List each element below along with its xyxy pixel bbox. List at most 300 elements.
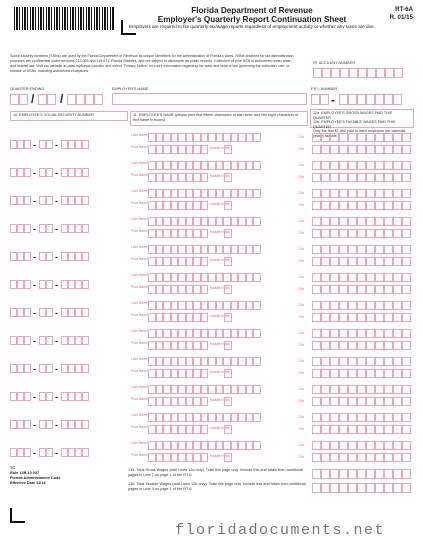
taxable-wages-digit-box[interactable] (330, 257, 339, 266)
gross-wages-digit-box[interactable] (366, 161, 375, 170)
gross-wages-digit-box[interactable] (348, 301, 357, 310)
total-gross-digit-box[interactable] (393, 469, 402, 479)
gross-wages-digit-box[interactable] (330, 441, 339, 450)
ssn-digit-box[interactable] (61, 336, 68, 345)
last-name-char-box[interactable] (223, 273, 231, 282)
total-taxable-digit-box[interactable] (339, 483, 348, 493)
ssn-digit-box[interactable] (68, 196, 75, 205)
total-taxable-digit-box[interactable] (402, 483, 411, 493)
taxable-wages-digit-box[interactable] (375, 145, 384, 154)
gross-wages-digit-box[interactable] (339, 413, 348, 422)
last-name-char-box[interactable] (171, 189, 179, 198)
last-name-char-box[interactable] (238, 301, 246, 310)
last-name-char-box[interactable] (216, 441, 224, 450)
taxable-wages-digit-box[interactable] (348, 229, 357, 238)
taxable-wages-digit-box[interactable] (402, 257, 411, 266)
last-name-char-box[interactable] (156, 301, 164, 310)
gross-wages-digit-box[interactable] (402, 413, 411, 422)
taxable-wages-digit-box[interactable] (384, 229, 393, 238)
first-name-char-box[interactable] (186, 369, 194, 378)
first-name-char-box[interactable] (163, 173, 171, 182)
ssn-digit-box[interactable] (39, 364, 46, 373)
gross-wages-digit-box[interactable] (321, 413, 330, 422)
first-name-char-box[interactable] (171, 313, 179, 322)
last-name-char-box[interactable] (148, 245, 156, 254)
first-name-char-box[interactable] (148, 145, 156, 154)
ssn-digit-box[interactable] (75, 336, 82, 345)
first-name-char-box[interactable] (163, 369, 171, 378)
last-name-char-box[interactable] (231, 133, 239, 142)
taxable-wages-digit-box[interactable] (348, 341, 357, 350)
last-name-char-box[interactable] (148, 413, 156, 422)
taxable-wages-digit-box[interactable] (339, 201, 348, 210)
taxable-wages-digit-box[interactable] (330, 453, 339, 462)
last-name-char-box[interactable] (208, 329, 216, 338)
taxable-wages-digit-box[interactable] (384, 257, 393, 266)
gross-wages-digit-box[interactable] (402, 357, 411, 366)
last-name-char-box[interactable] (223, 217, 231, 226)
taxable-wages-digit-box[interactable] (366, 173, 375, 182)
last-name-char-box[interactable] (171, 217, 179, 226)
ssn-digit-box[interactable] (17, 140, 24, 149)
taxable-wages-digit-box[interactable] (357, 369, 366, 378)
taxable-wages-digit-box[interactable] (384, 201, 393, 210)
last-name-char-box[interactable] (216, 413, 224, 422)
last-name-char-box[interactable] (193, 413, 201, 422)
last-name-char-box[interactable] (171, 161, 179, 170)
quarter-year-box[interactable] (94, 94, 103, 105)
last-name-char-box[interactable] (231, 301, 239, 310)
taxable-wages-digit-box[interactable] (339, 453, 348, 462)
taxable-wages-digit-box[interactable] (339, 145, 348, 154)
taxable-wages-digit-box[interactable] (357, 397, 366, 406)
first-name-char-box[interactable] (201, 285, 209, 294)
last-name-char-box[interactable] (216, 329, 224, 338)
total-gross-digit-box[interactable] (402, 469, 411, 479)
total-taxable-digit-box[interactable] (384, 483, 393, 493)
last-name-char-box[interactable] (238, 273, 246, 282)
taxable-wages-digit-box[interactable] (339, 173, 348, 182)
last-name-char-box[interactable] (208, 217, 216, 226)
last-name-char-box[interactable] (178, 133, 186, 142)
first-name-char-box[interactable] (163, 229, 171, 238)
taxable-wages-digit-box[interactable] (384, 369, 393, 378)
ssn-digit-box[interactable] (10, 280, 17, 289)
taxable-wages-digit-box[interactable] (393, 145, 402, 154)
gross-wages-digit-box[interactable] (330, 385, 339, 394)
first-name-char-box[interactable] (193, 145, 201, 154)
fein-digit-box[interactable] (384, 94, 393, 105)
last-name-char-box[interactable] (201, 357, 209, 366)
first-name-char-box[interactable] (156, 173, 164, 182)
gross-wages-digit-box[interactable] (312, 441, 321, 450)
first-name-char-box[interactable] (178, 425, 186, 434)
ssn-digit-box[interactable] (39, 252, 46, 261)
total-gross-digit-box[interactable] (312, 469, 321, 479)
gross-wages-digit-box[interactable] (384, 189, 393, 198)
gross-wages-digit-box[interactable] (321, 301, 330, 310)
last-name-char-box[interactable] (223, 301, 231, 310)
last-name-char-box[interactable] (171, 329, 179, 338)
taxable-wages-digit-box[interactable] (357, 201, 366, 210)
ssn-digit-box[interactable] (10, 140, 17, 149)
gross-wages-digit-box[interactable] (402, 301, 411, 310)
gross-wages-digit-box[interactable] (312, 161, 321, 170)
last-name-char-box[interactable] (156, 413, 164, 422)
gross-wages-digit-box[interactable] (384, 357, 393, 366)
ssn-digit-box[interactable] (17, 252, 24, 261)
taxable-wages-digit-box[interactable] (357, 285, 366, 294)
last-name-char-box[interactable] (238, 161, 246, 170)
gross-wages-digit-box[interactable] (348, 329, 357, 338)
ssn-digit-box[interactable] (75, 252, 82, 261)
taxable-wages-digit-box[interactable] (312, 313, 321, 322)
taxable-wages-digit-box[interactable] (366, 257, 375, 266)
last-name-char-box[interactable] (178, 301, 186, 310)
total-taxable-digit-box[interactable] (321, 483, 330, 493)
middle-initial-box[interactable] (224, 425, 232, 434)
first-name-char-box[interactable] (201, 257, 209, 266)
gross-wages-digit-box[interactable] (330, 413, 339, 422)
last-name-char-box[interactable] (223, 189, 231, 198)
last-name-char-box[interactable] (193, 329, 201, 338)
last-name-char-box[interactable] (193, 357, 201, 366)
last-name-char-box[interactable] (238, 133, 246, 142)
ssn-digit-box[interactable] (82, 336, 89, 345)
last-name-char-box[interactable] (238, 329, 246, 338)
gross-wages-digit-box[interactable] (330, 357, 339, 366)
ssn-digit-box[interactable] (68, 308, 75, 317)
last-name-char-box[interactable] (231, 161, 239, 170)
last-name-char-box[interactable] (171, 441, 179, 450)
gross-wages-digit-box[interactable] (375, 329, 384, 338)
ssn-digit-box[interactable] (82, 224, 89, 233)
gross-wages-digit-box[interactable] (393, 217, 402, 226)
first-name-char-box[interactable] (178, 453, 186, 462)
taxable-wages-digit-box[interactable] (348, 201, 357, 210)
last-name-char-box[interactable] (246, 273, 254, 282)
taxable-wages-digit-box[interactable] (312, 257, 321, 266)
gross-wages-digit-box[interactable] (321, 441, 330, 450)
taxable-wages-digit-box[interactable] (384, 453, 393, 462)
middle-initial-box[interactable] (224, 257, 232, 266)
first-name-char-box[interactable] (201, 369, 209, 378)
last-name-char-box[interactable] (171, 413, 179, 422)
first-name-char-box[interactable] (171, 453, 179, 462)
first-name-char-box[interactable] (193, 201, 201, 210)
middle-initial-box[interactable] (224, 313, 232, 322)
last-name-char-box[interactable] (238, 385, 246, 394)
taxable-wages-digit-box[interactable] (348, 425, 357, 434)
last-name-char-box[interactable] (148, 357, 156, 366)
last-name-char-box[interactable] (156, 441, 164, 450)
ssn-digit-box[interactable] (39, 168, 46, 177)
taxable-wages-digit-box[interactable] (321, 257, 330, 266)
last-name-char-box[interactable] (148, 385, 156, 394)
rt-account-digit-box[interactable] (394, 68, 403, 78)
last-name-char-box[interactable] (201, 441, 209, 450)
last-name-char-box[interactable] (156, 189, 164, 198)
last-name-char-box[interactable] (246, 357, 254, 366)
taxable-wages-digit-box[interactable] (339, 285, 348, 294)
gross-wages-digit-box[interactable] (366, 357, 375, 366)
taxable-wages-digit-box[interactable] (402, 425, 411, 434)
taxable-wages-digit-box[interactable] (321, 453, 330, 462)
gross-wages-digit-box[interactable] (330, 245, 339, 254)
taxable-wages-digit-box[interactable] (321, 229, 330, 238)
last-name-char-box[interactable] (231, 357, 239, 366)
ssn-digit-box[interactable] (10, 392, 17, 401)
gross-wages-digit-box[interactable] (366, 413, 375, 422)
ssn-digit-box[interactable] (75, 448, 82, 457)
taxable-wages-digit-box[interactable] (393, 369, 402, 378)
rt-account-digit-box[interactable] (358, 68, 367, 78)
first-name-char-box[interactable] (148, 341, 156, 350)
taxable-wages-digit-box[interactable] (384, 397, 393, 406)
total-gross-digit-box[interactable] (384, 469, 393, 479)
first-name-char-box[interactable] (148, 453, 156, 462)
last-name-char-box[interactable] (216, 217, 224, 226)
first-name-char-box[interactable] (193, 173, 201, 182)
last-name-char-box[interactable] (193, 217, 201, 226)
gross-wages-digit-box[interactable] (393, 329, 402, 338)
taxable-wages-digit-box[interactable] (312, 369, 321, 378)
middle-initial-box[interactable] (224, 453, 232, 462)
taxable-wages-digit-box[interactable] (348, 369, 357, 378)
taxable-wages-digit-box[interactable] (330, 285, 339, 294)
ssn-digit-box[interactable] (68, 448, 75, 457)
last-name-char-box[interactable] (178, 189, 186, 198)
first-name-char-box[interactable] (148, 285, 156, 294)
middle-initial-box[interactable] (224, 173, 232, 182)
gross-wages-digit-box[interactable] (348, 441, 357, 450)
gross-wages-digit-box[interactable] (321, 357, 330, 366)
ssn-digit-box[interactable] (46, 168, 53, 177)
first-name-char-box[interactable] (171, 369, 179, 378)
last-name-char-box[interactable] (193, 273, 201, 282)
ssn-digit-box[interactable] (61, 420, 68, 429)
last-name-char-box[interactable] (223, 245, 231, 254)
gross-wages-digit-box[interactable] (393, 413, 402, 422)
first-name-char-box[interactable] (201, 313, 209, 322)
ssn-digit-box[interactable] (46, 140, 53, 149)
first-name-char-box[interactable] (201, 425, 209, 434)
gross-wages-digit-box[interactable] (348, 273, 357, 282)
ssn-digit-box[interactable] (17, 280, 24, 289)
last-name-char-box[interactable] (171, 385, 179, 394)
last-name-char-box[interactable] (231, 329, 239, 338)
ssn-digit-box[interactable] (82, 280, 89, 289)
ssn-digit-box[interactable] (46, 252, 53, 261)
last-name-char-box[interactable] (156, 245, 164, 254)
first-name-char-box[interactable] (171, 257, 179, 266)
taxable-wages-digit-box[interactable] (375, 257, 384, 266)
last-name-char-box[interactable] (186, 385, 194, 394)
gross-wages-digit-box[interactable] (357, 301, 366, 310)
last-name-char-box[interactable] (163, 357, 171, 366)
taxable-wages-digit-box[interactable] (366, 453, 375, 462)
gross-wages-digit-box[interactable] (393, 385, 402, 394)
last-name-char-box[interactable] (216, 357, 224, 366)
taxable-wages-digit-box[interactable] (348, 257, 357, 266)
rt-account-digit-box[interactable] (367, 68, 376, 78)
gross-wages-digit-box[interactable] (375, 385, 384, 394)
last-name-char-box[interactable] (186, 273, 194, 282)
last-name-char-box[interactable] (193, 441, 201, 450)
last-name-char-box[interactable] (186, 301, 194, 310)
gross-wages-digit-box[interactable] (366, 329, 375, 338)
last-name-char-box[interactable] (171, 357, 179, 366)
ssn-digit-box[interactable] (82, 420, 89, 429)
gross-wages-digit-box[interactable] (339, 245, 348, 254)
taxable-wages-digit-box[interactable] (339, 229, 348, 238)
last-name-char-box[interactable] (216, 161, 224, 170)
gross-wages-digit-box[interactable] (321, 189, 330, 198)
gross-wages-digit-box[interactable] (357, 441, 366, 450)
taxable-wages-digit-box[interactable] (375, 341, 384, 350)
quarter-year-box[interactable] (85, 94, 94, 105)
ssn-digit-box[interactable] (68, 224, 75, 233)
gross-wages-digit-box[interactable] (393, 161, 402, 170)
last-name-char-box[interactable] (193, 385, 201, 394)
taxable-wages-digit-box[interactable] (366, 425, 375, 434)
gross-wages-digit-box[interactable] (348, 245, 357, 254)
first-name-char-box[interactable] (201, 453, 209, 462)
last-name-char-box[interactable] (253, 161, 261, 170)
gross-wages-digit-box[interactable] (375, 245, 384, 254)
ssn-digit-box[interactable] (24, 336, 31, 345)
ssn-digit-box[interactable] (24, 392, 31, 401)
ssn-digit-box[interactable] (75, 364, 82, 373)
ssn-digit-box[interactable] (82, 140, 89, 149)
first-name-char-box[interactable] (148, 257, 156, 266)
ssn-digit-box[interactable] (46, 448, 53, 457)
gross-wages-digit-box[interactable] (339, 273, 348, 282)
last-name-char-box[interactable] (156, 217, 164, 226)
first-name-char-box[interactable] (156, 313, 164, 322)
taxable-wages-digit-box[interactable] (402, 397, 411, 406)
ssn-digit-box[interactable] (24, 364, 31, 373)
last-name-char-box[interactable] (156, 133, 164, 142)
gross-wages-digit-box[interactable] (357, 329, 366, 338)
ssn-digit-box[interactable] (17, 308, 24, 317)
first-name-char-box[interactable] (201, 397, 209, 406)
last-name-char-box[interactable] (148, 217, 156, 226)
gross-wages-digit-box[interactable] (348, 189, 357, 198)
ssn-digit-box[interactable] (82, 168, 89, 177)
ssn-digit-box[interactable] (46, 336, 53, 345)
ssn-digit-box[interactable] (10, 196, 17, 205)
gross-wages-digit-box[interactable] (402, 161, 411, 170)
gross-wages-digit-box[interactable] (339, 441, 348, 450)
quarter-day-box[interactable] (38, 94, 47, 105)
taxable-wages-digit-box[interactable] (312, 173, 321, 182)
total-gross-digit-box[interactable] (348, 469, 357, 479)
first-name-char-box[interactable] (201, 173, 209, 182)
first-name-char-box[interactable] (201, 341, 209, 350)
gross-wages-digit-box[interactable] (357, 357, 366, 366)
last-name-char-box[interactable] (178, 385, 186, 394)
taxable-wages-digit-box[interactable] (312, 285, 321, 294)
taxable-wages-digit-box[interactable] (330, 341, 339, 350)
gross-wages-digit-box[interactable] (402, 217, 411, 226)
taxable-wages-digit-box[interactable] (375, 453, 384, 462)
first-name-char-box[interactable] (171, 201, 179, 210)
rt-account-digit-box[interactable] (349, 68, 358, 78)
taxable-wages-digit-box[interactable] (393, 229, 402, 238)
first-name-char-box[interactable] (148, 425, 156, 434)
ssn-digit-box[interactable] (24, 280, 31, 289)
last-name-char-box[interactable] (201, 413, 209, 422)
gross-wages-digit-box[interactable] (357, 273, 366, 282)
fein-digit-box[interactable] (311, 94, 320, 105)
gross-wages-digit-box[interactable] (375, 357, 384, 366)
ssn-digit-box[interactable] (10, 252, 17, 261)
ssn-digit-box[interactable] (39, 140, 46, 149)
taxable-wages-digit-box[interactable] (393, 453, 402, 462)
ssn-digit-box[interactable] (46, 196, 53, 205)
first-name-char-box[interactable] (163, 425, 171, 434)
last-name-char-box[interactable] (163, 329, 171, 338)
taxable-wages-digit-box[interactable] (375, 173, 384, 182)
last-name-char-box[interactable] (186, 161, 194, 170)
last-name-char-box[interactable] (193, 245, 201, 254)
gross-wages-digit-box[interactable] (402, 189, 411, 198)
first-name-char-box[interactable] (171, 145, 179, 154)
taxable-wages-digit-box[interactable] (321, 285, 330, 294)
taxable-wages-digit-box[interactable] (348, 397, 357, 406)
fein-digit-box[interactable] (357, 94, 366, 105)
gross-wages-digit-box[interactable] (357, 385, 366, 394)
last-name-char-box[interactable] (178, 161, 186, 170)
first-name-char-box[interactable] (201, 145, 209, 154)
last-name-char-box[interactable] (253, 357, 261, 366)
gross-wages-digit-box[interactable] (339, 161, 348, 170)
taxable-wages-digit-box[interactable] (357, 145, 366, 154)
taxable-wages-digit-box[interactable] (384, 145, 393, 154)
taxable-wages-digit-box[interactable] (375, 285, 384, 294)
rt-account-digit-box[interactable] (385, 68, 394, 78)
taxable-wages-digit-box[interactable] (384, 425, 393, 434)
gross-wages-digit-box[interactable] (330, 217, 339, 226)
first-name-char-box[interactable] (186, 257, 194, 266)
last-name-char-box[interactable] (186, 329, 194, 338)
gross-wages-digit-box[interactable] (366, 245, 375, 254)
ssn-digit-box[interactable] (68, 140, 75, 149)
gross-wages-digit-box[interactable] (393, 357, 402, 366)
gross-wages-digit-box[interactable] (366, 273, 375, 282)
first-name-char-box[interactable] (156, 369, 164, 378)
last-name-char-box[interactable] (231, 217, 239, 226)
taxable-wages-digit-box[interactable] (321, 173, 330, 182)
gross-wages-digit-box[interactable] (384, 301, 393, 310)
taxable-wages-digit-box[interactable] (348, 173, 357, 182)
taxable-wages-digit-box[interactable] (357, 425, 366, 434)
fein-digit-box[interactable] (348, 94, 357, 105)
gross-wages-digit-box[interactable] (402, 329, 411, 338)
ssn-digit-box[interactable] (75, 420, 82, 429)
last-name-char-box[interactable] (223, 413, 231, 422)
gross-wages-digit-box[interactable] (321, 273, 330, 282)
last-name-char-box[interactable] (201, 245, 209, 254)
last-name-char-box[interactable] (186, 189, 194, 198)
taxable-wages-digit-box[interactable] (330, 313, 339, 322)
taxable-wages-digit-box[interactable] (366, 369, 375, 378)
last-name-char-box[interactable] (246, 133, 254, 142)
last-name-char-box[interactable] (216, 385, 224, 394)
last-name-char-box[interactable] (178, 413, 186, 422)
taxable-wages-digit-box[interactable] (384, 285, 393, 294)
